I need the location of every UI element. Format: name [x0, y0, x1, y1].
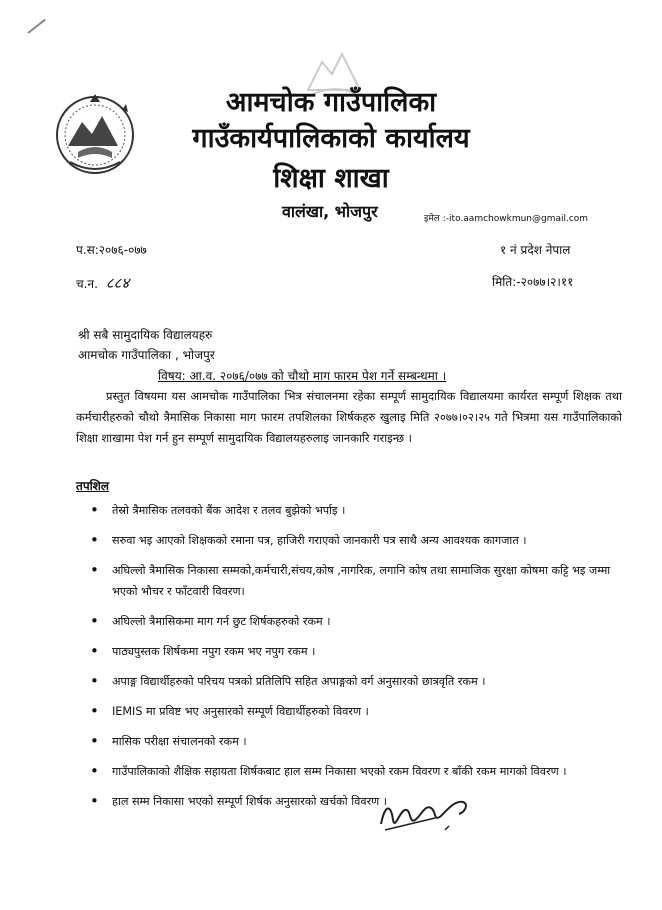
list-item: • गाउँपालिकाको शैक्षिक सहायता शिर्षकबाट हाल सम्म निकासा भएको रकम विवरण र बाँकी रकम मागको विवरण ।: [90, 761, 630, 782]
list-item: • तेस्रो त्रैमासिक तलवको बैंक आदेश र तलव बुझेको भर्पाइ ।: [90, 500, 630, 521]
list-item: • हाल सम्म निकासा भएको सम्पूर्ण शिर्षक अनुसारको खर्चको विवरण ।: [90, 791, 630, 812]
chalani-value: ८८४: [105, 274, 130, 292]
list-item: • अघिल्लो त्रैमासिकमा माग गर्न छुट शिर्षकहरुको रकम ।: [90, 611, 630, 632]
header-municipality: आमचोक गाउँपालिका: [225, 87, 437, 118]
list-item: • IEMIS मा प्रविष्ट भए अनुसारको सम्पूर्ण विद्यार्थीहरुको विवरण ।: [90, 701, 630, 722]
list-item: • अपाङ्ग विद्यार्थीहरुको परिचय पत्रको प्रतिलिपि सहित अपाङ्गको वर्ग अनुसारको छात्रवृति रकम ।: [90, 671, 630, 692]
email-line: [424, 211, 588, 224]
pen-mark: [27, 19, 46, 34]
list-item: • सरुवा भइ आएको शिक्षकको रमाना पत्र, हाजिरी गराएको जानकारी पत्र साथै अन्य आवश्यक कागजात ।: [90, 530, 630, 551]
recipient-line1: श्री सबै सामुदायिक विद्यालयहरु: [78, 328, 213, 342]
subject-line: विषय: आ.व. २०७६/०७७ को चौथो माग फारम पेश गर्ने सम्बन्धमा ।: [158, 369, 447, 383]
chalani-label: च.न.: [76, 277, 98, 291]
email-label: इमेल :-: [424, 214, 450, 224]
header-address: वालंखा, भोजपुर: [282, 202, 378, 221]
tapsil-list: [90, 500, 630, 821]
email-value: ito.aamchowkmun@gmail.com: [449, 214, 589, 224]
chalani-number: [76, 273, 129, 293]
list-item: • मासिक परीक्षा संचालनको रकम ।: [90, 731, 630, 752]
recipient-line2: आमचोक गाउँपालिका , भोजपुर: [78, 348, 215, 362]
list-item: • अघिल्लो त्रैमासिक निकासा सम्मको,कर्मचारी,संचय,कोष ,नागरिक, लगानि कोष तथा सामाजिक सुरक्षा कोषमा कट्टि भइ जम्मा भएको भौचर र फाँटवारी विवरण।: [90, 560, 630, 602]
patra-sankhya: प.स:२०७६-०७७: [76, 243, 147, 257]
signature-icon: [375, 790, 475, 840]
list-item: • पाठ्यपुस्तक शिर्षकमा नपुग रकम भए नपुग रकम ।: [90, 641, 630, 662]
header-office: गाउँकार्यपालिकाको कार्यालय: [192, 123, 470, 154]
province: १ नं प्रदेश नेपाल: [500, 243, 571, 257]
letter-date: मिति:-२०७७।२।११: [492, 275, 574, 289]
header-section: शिक्षा शाखा: [273, 163, 389, 194]
tapsil-heading: तपशिल: [76, 479, 110, 493]
body-paragraph: प्रस्तुत विषयमा यस आमचोक गाउँपालिका भित्र संचालनमा रहेका सम्पूर्ण सामुदायिक विद्यालयमा कार्यरत सम्पूर्ण शिक्षक तथा कर्मचारीहरुको चौथो त्रैमासिक निकासा माग फारम तपशिलका शिर्षकहरु खुलाइ मिति २०७७।०२।२५ गते भित्रमा यस गाउँपालिकाको शिक्षा शाखामा पेश गर्न हुन सम्पूर्ण सामुदायिक विद्यालयहरुलाइ जानकारि गराइन्छ ।: [76, 389, 622, 445]
